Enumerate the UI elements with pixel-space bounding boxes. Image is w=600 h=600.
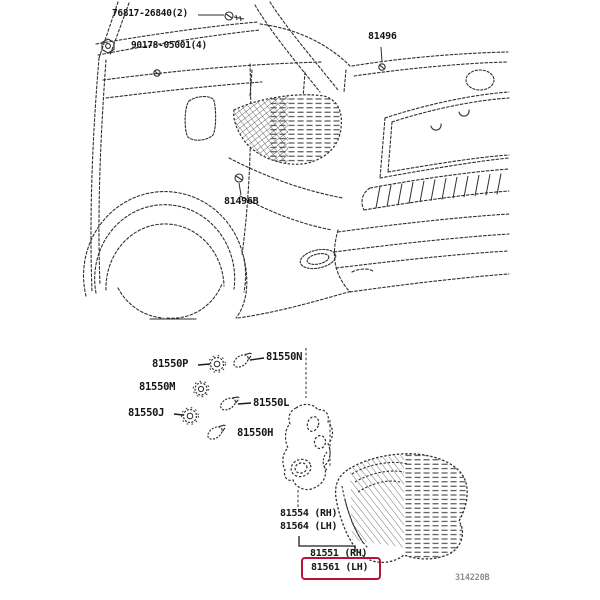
diagram-code: 314220B [455,573,490,583]
emblem [466,70,494,90]
screw-icon [225,12,244,21]
tail-lamp-on-vehicle [228,90,348,170]
wheel-arch-mid [95,205,235,293]
wheel-arch-inner [106,224,224,290]
part-label-81550l[interactable]: 81550L [253,397,290,409]
part-label-81561-selected[interactable]: 81561 (LH) [311,562,369,573]
part-label-81550p[interactable]: 81550P [152,358,189,370]
bulb-icon-81550h [206,421,229,441]
step-pad-bottom [364,191,509,210]
leader-81496b [239,183,241,195]
bulb-socket-icon-81550p [209,356,226,373]
part-label-81496b[interactable]: 81496B [224,196,259,207]
part-label-81496[interactable]: 81496 [368,31,397,42]
part-label-90178[interactable]: 90178-05001(4) [131,40,207,51]
d-pillar [255,5,320,92]
fuel-door [185,97,216,141]
wheel-arch-outer [84,192,246,296]
bulb-socket-icon-81550j [182,408,199,425]
bumper-reflector [299,246,338,271]
bumper-line-1 [338,214,509,232]
license-recess [385,92,509,118]
leader-81496 [381,47,382,62]
beltline [103,62,322,80]
part-label-81550j[interactable]: 81550J [128,407,165,419]
clip-icon [235,174,243,182]
section-leader-lines [298,348,330,508]
part-label-81564[interactable]: 81564 (LH) [280,521,338,532]
quarter-seam [242,64,251,255]
fender-edge [91,58,99,292]
quarter-lower-line [229,158,343,198]
rear-combination-lamp-unit-drawing [336,450,470,562]
part-label-81554[interactable]: 81554 (RH) [280,508,338,519]
part-label-76817[interactable]: 76817-26840(2) [112,8,188,19]
bulb-socket-icon-81550m [193,381,209,397]
tailgate-top [352,52,508,66]
bulb-sockets [182,356,226,425]
part-label-81551[interactable]: 81551 (RH) [310,548,368,559]
part-label-81550m[interactable]: 81550M [139,381,176,393]
lamp-gasket-drawing [283,404,333,489]
hex-nut-icon [102,39,114,53]
part-label-81550n[interactable]: 81550N [266,351,303,363]
step-pad-hatch [376,174,501,209]
bulb-icon-81550l [219,393,242,412]
part-label-81550h[interactable]: 81550H [237,427,274,439]
garnish-clip-icon [379,64,385,70]
